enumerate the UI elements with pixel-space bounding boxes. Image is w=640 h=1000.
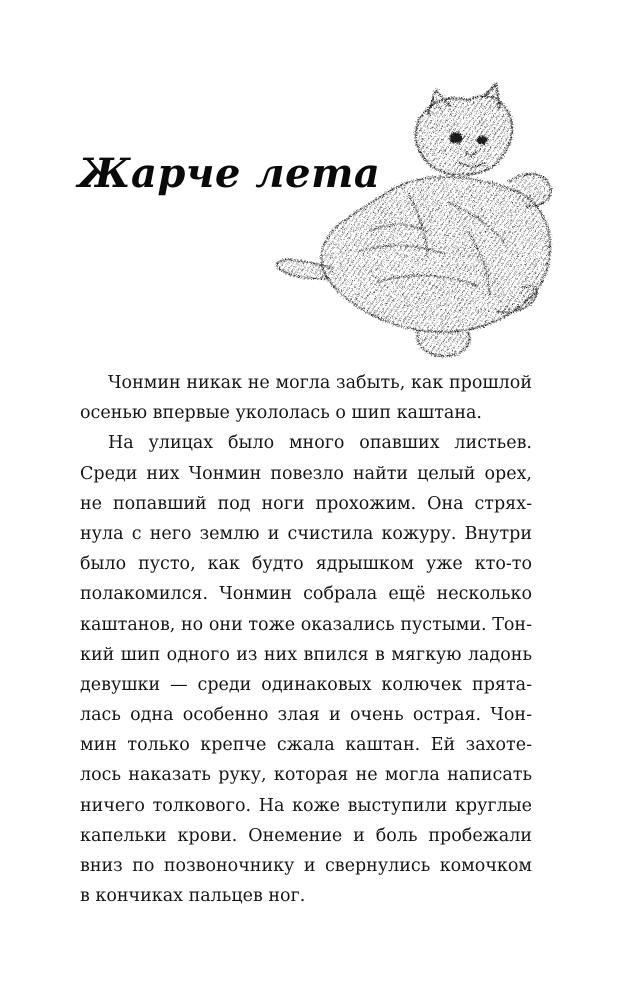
text-line: Чонмин никак не могла забыть, как прошлой [108, 373, 532, 393]
text-line: мин только крепче сжала каштан. Ей захоте- [80, 735, 532, 756]
text-line: лась одна особенно злая и очень острая. Чон- [80, 705, 532, 726]
text-line: вниз по позвоночнику и свернулись комочком [80, 856, 532, 876]
text-line: нула с него землю и счистила кожуру. Внутри [80, 523, 532, 544]
text-line: ничего толкового. На коже выступили круглые [80, 795, 532, 816]
text-line: не попавший под ноги прохожим. Она стрях- [80, 493, 532, 514]
text-line: осенью впервые укололась о шип каштана. [80, 403, 482, 424]
text-line: девушки — среди одинаковых колючек прята- [80, 674, 532, 695]
text-line: Среди них Чонмин повезло найти целый орех, [80, 463, 532, 484]
text-line: было пусто, как будто ядрышком уже кто-то [80, 554, 532, 575]
body-text [80, 368, 532, 911]
text-line: лось наказать руку, которая не могла написать [80, 765, 532, 786]
chapter-title: Жарче лета [78, 150, 381, 197]
text-line: каштанов, но они тоже оказались пустыми. Тон- [80, 614, 532, 635]
cat-sketch-icon [268, 82, 568, 362]
text-line: в кончиках пальцев ног. [80, 886, 306, 907]
text-line: На улицах было много опавших листьев. [108, 433, 532, 454]
text-line: кий шип одного из них впился в мягкую ладонь [80, 644, 532, 665]
text-line: полакомился. Чонмин собрала ещё несколько [80, 584, 532, 605]
text-line: капельки крови. Онемение и боль пробежали [80, 825, 532, 846]
